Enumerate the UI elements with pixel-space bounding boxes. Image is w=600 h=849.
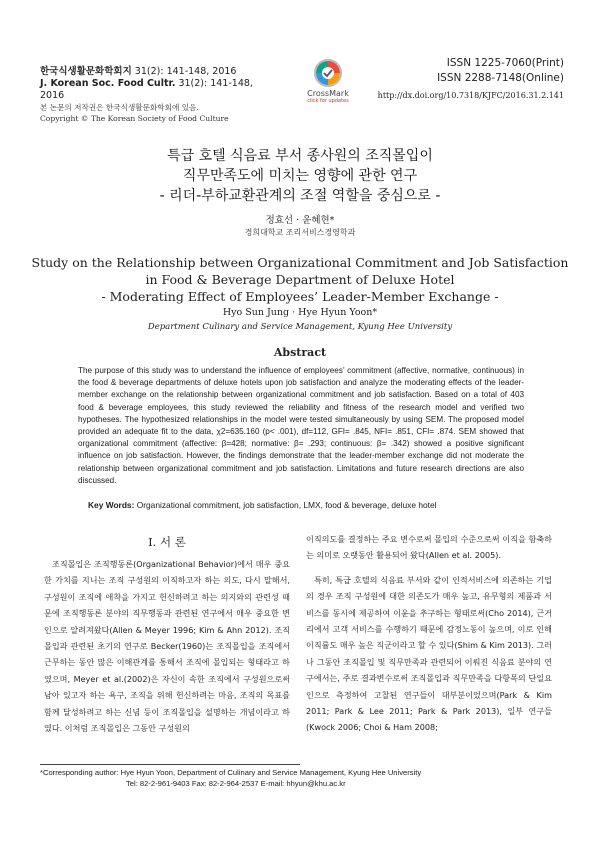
authors-ko: 정효선 · 윤혜현* <box>265 215 335 226</box>
affiliation-en: Department Culinary and Service Management, Kyung Hee University <box>147 322 453 332</box>
crossmark-sub: click for updates <box>307 98 349 104</box>
journal-name-en: J. Korean Soc. Food Cultr. 31(2): 141-148, 2016 <box>40 78 253 101</box>
keywords-text: Organizational commitment, job satisfaction, LMX, food & beverage, deluxe hotel <box>134 500 437 510</box>
authors-en: Hyo Sun Jung · Hye Hyun Yoon* <box>222 307 378 318</box>
title-ko-line2: 직무만족도에 미치는 영향에 관한 연구 <box>182 168 418 184</box>
issn-online: ISSN 2288-7148(Online) <box>437 72 564 84</box>
doi-link[interactable]: http://dx.doi.org/10.7318/KJFC/2016.31.2.141 <box>377 91 564 100</box>
crossmark-badge[interactable] <box>300 58 356 104</box>
crossmark-label: CrossMark <box>307 89 349 98</box>
keywords-label: Key Words: <box>88 500 135 510</box>
footnote-line2: Tel: 82-2-961-9403 Fax: 82-2-964-2537 E-mail: hhyun@khu.ac.kr <box>126 778 346 788</box>
body-paragraph: 특히, 특급 호텔의 식음료 부서와 같이 인적서비스에 의존하는 기업의 경우 조직 구성원에 대한 의존도가 매우 높고, 유무형의 제품과 서비스를 동시에 제공하여 이윤을 추구하는 형태로써(Cho 2014), 근거리에서 고객 서비스를 수행하기 때문에 감정노동이 높으며, 이로 인해 이직률도 매우 높은 직군이라고 할 수 있다(Shim & Kim 2013). 그러나 그동안 조직몰입 및 직무만족과 관련되어 이뤄진 식음료 분야의 연구에서는, 주로 결과변수로써 조직몰입과 직무만족을 다항목의 단일요인으로 측정하여 고찰된 연구들이 대부분이었으며(Park & Kim 2011; Park & Lee 2011; Park & Park 2013), 일부 연구들(Kwock 2006; Choi & Ham 2008; <box>306 574 552 733</box>
journal-name-ko: 한국식생활문화학회지 31(2): 141-148, 2016 <box>40 66 237 77</box>
issn-block <box>354 56 564 103</box>
title-ko-line1: 특급 호텔 식음료 부서 종사원의 조직몰입이 <box>167 148 433 164</box>
title-en-line3: - Moderating Effect of Employees’ Leader-Member Exchange - <box>101 289 499 304</box>
journal-header <box>40 66 280 124</box>
affiliation-ko: 경희대학교 조리서비스경영학과 <box>244 228 356 237</box>
issn-print: ISSN 1225-7060(Print) <box>446 57 564 69</box>
abstract-body: The purpose of this study was to understand the influence of employees’ commitment (affective, normative, continuous) in the food & beverage departments of deluxe hotels upon job satisfaction and analyze the moderating effects of the leader-member exchange on the relationship between organizational commitment and job satisfaction. Based on a total of 403 food & beverage employees, this study reviewed the reliability and fitness of the research model and verified two hypotheses. The hypothesized relationships in the model were tested simultaneously by using SEM. The proposed model provided an adequate fit to the data, χ2=635.160 (p< .001), df=112, GFI= .845, NFI= .851, CFI= .874. SEM showed that organizational commitment (affective: β=428; normative: β= .293; continuous: β= .342) showed a positive significant influence on job satisfaction. However, the findings demonstrate that the leader-member exchange did not moderate the relationship between organizational commitment and job satisfaction. Limitations and future research directions are also discussed. <box>78 366 524 485</box>
title-en-line1: Study on the Relationship between Organizational Commitment and Job Satisfaction <box>31 255 569 270</box>
abstract-heading: Abstract <box>273 346 327 359</box>
footnote-divider <box>40 764 300 765</box>
body-paragraph: 이직의도를 결정하는 주요 변수로써 몰입의 수준으로써 이직을 함축하는 의미로 오랫동안 활용되어 왔다(Allen et al. 2005). <box>306 534 552 561</box>
title-en-line2: in Food & Beverage Department of Deluxe Hotel <box>145 272 455 287</box>
footnote <box>40 768 560 789</box>
crossmark-icon <box>313 58 343 88</box>
body-column-left <box>44 530 290 736</box>
title-ko-line3: - 리더-부하교환관계의 조절 역할을 중심으로 - <box>159 188 441 204</box>
copyright-en: Copyright © The Korean Society of Food Culture <box>40 114 229 123</box>
body-column-right <box>306 531 552 736</box>
copyright-ko: 본 논문의 저작권은 한국식생활문화학회에 있음. <box>40 103 199 112</box>
footnote-line1: *Corresponding author: Hye Hyun Yoon, Department of Culinary and Service Management, Kyung Hee University <box>40 768 422 777</box>
body-paragraph: 조직몰입은 조직행동론(Organizational Behavior)에서 매우 중요한 가치를 지니는 조직 구성원의 이직하고자 하는 의도, 다시 말해서, 구성원이 조직에 애착을 가지고 헌신하려고 하는 의지와의 관련성 때문에 조직행동론 분야의 직무행동과 관련된 연구에서 매우 중요한 변인으로 알려져왔다(Allen & Meyer 1996; Kim & Ahn 2012). 조직몰입과 관련된 초기의 연구로 Becker(1960)는 조직몰입을 조직에서 근무하는 동안 많은 이해관계를 통해서 조직에 몰입되는 형태라고 하였으며, Meyer et al.(2002)은 자신이 속한 조직에서 구성원으로써 남아 있고자 하는 욕구, 조직을 위해 헌신하려는 마음, 조직의 목표를 함께 달성하려고 하는 신념 등이 조직몰입을 설명하는 개념이라고 하였다. 이처럼 조직몰입은 그동안 구성원의 <box>44 559 290 734</box>
section-heading: I. 서 론 <box>148 535 186 549</box>
keywords <box>88 500 528 510</box>
